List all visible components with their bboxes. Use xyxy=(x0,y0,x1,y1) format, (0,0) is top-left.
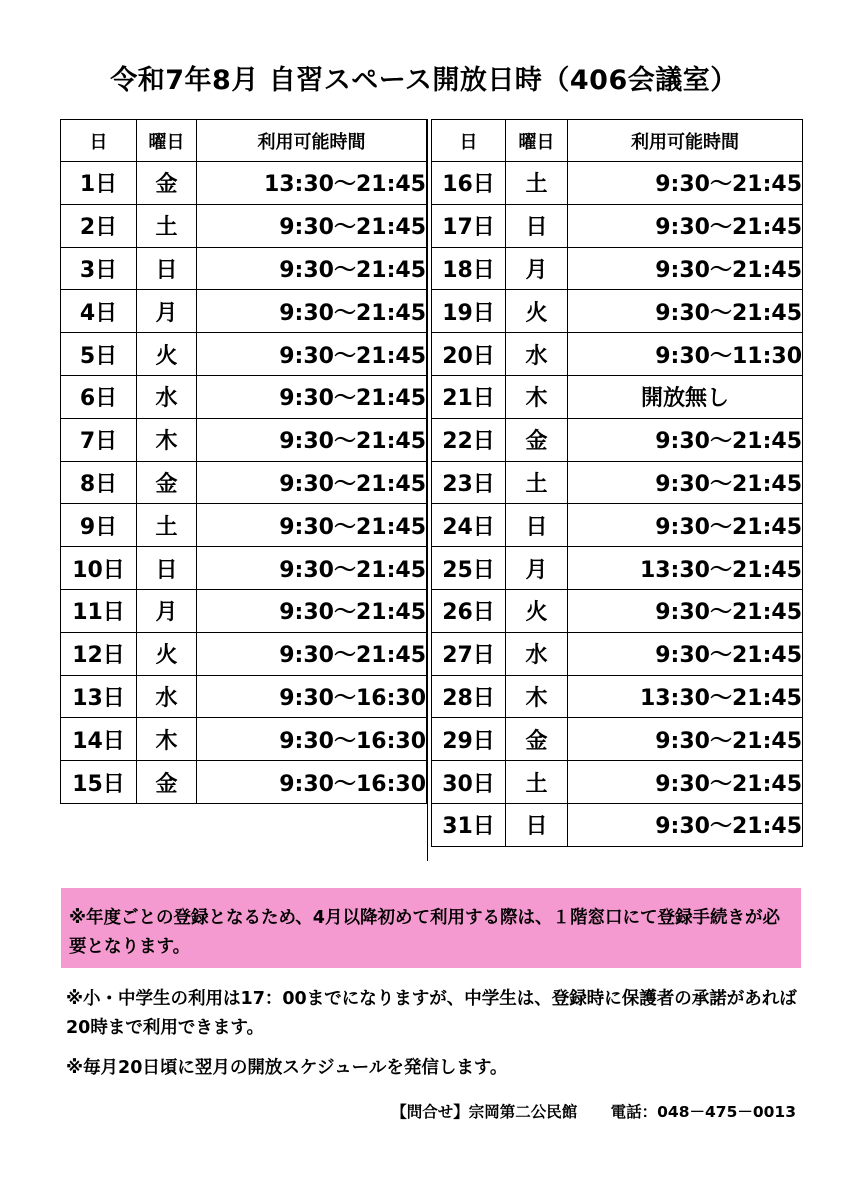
table-row xyxy=(432,204,803,247)
weekday-cell: 金 xyxy=(506,418,568,461)
hours-cell: 9:30～21:45 xyxy=(568,461,803,504)
day-cell: 7日 xyxy=(61,418,137,461)
day-cell: 28日 xyxy=(432,675,506,718)
hours-cell: 9:30～21:45 xyxy=(568,718,803,761)
day-cell: 24日 xyxy=(432,504,506,547)
hours-cell: 9:30～21:45 xyxy=(197,547,427,590)
weekday-cell: 日 xyxy=(506,204,568,247)
table-row xyxy=(61,547,427,590)
day-cell: 30日 xyxy=(432,761,506,804)
day-cell: 15日 xyxy=(61,761,137,804)
weekday-cell: 土 xyxy=(137,204,197,247)
weekday-cell: 土 xyxy=(506,162,568,205)
table-row xyxy=(61,204,427,247)
table-row xyxy=(61,461,427,504)
weekday-cell: 火 xyxy=(137,632,197,675)
table-row xyxy=(432,547,803,590)
registration-notice: ※年度ごとの登録となるため、4月以降初めて利用する際は、１階窓口にて登録手続きが必要となります。 xyxy=(61,888,801,968)
day-cell: 10日 xyxy=(61,547,137,590)
table-row xyxy=(432,333,803,376)
weekday-cell: 日 xyxy=(137,547,197,590)
header-weekday: 曜日 xyxy=(506,120,568,162)
table-row xyxy=(432,375,803,418)
table-row xyxy=(61,675,427,718)
table-row xyxy=(61,589,427,632)
weekday-cell: 木 xyxy=(137,418,197,461)
weekday-cell: 月 xyxy=(137,589,197,632)
hours-cell: 9:30～21:45 xyxy=(568,632,803,675)
day-cell: 5日 xyxy=(61,333,137,376)
table-row xyxy=(61,162,427,205)
hours-cell: 9:30～16:30 xyxy=(197,761,427,804)
weekday-cell: 水 xyxy=(506,333,568,376)
contact-label: 【問合せ】宗岡第二公民館 xyxy=(391,1103,578,1121)
day-cell: 29日 xyxy=(432,718,506,761)
weekday-cell: 水 xyxy=(137,375,197,418)
day-cell: 25日 xyxy=(432,547,506,590)
table-row xyxy=(432,461,803,504)
table-row xyxy=(61,290,427,333)
hours-cell: 開放無し xyxy=(568,375,803,418)
day-cell: 14日 xyxy=(61,718,137,761)
table-row xyxy=(432,418,803,461)
day-cell: 17日 xyxy=(432,204,506,247)
table-row xyxy=(432,761,803,804)
schedule-table-left xyxy=(60,119,427,804)
day-cell: 19日 xyxy=(432,290,506,333)
day-cell: 13日 xyxy=(61,675,137,718)
contact-phone: 電話：048－475－0013 xyxy=(610,1103,796,1121)
day-cell: 22日 xyxy=(432,418,506,461)
table-row xyxy=(432,247,803,290)
weekday-cell: 金 xyxy=(137,162,197,205)
hours-cell: 9:30～21:45 xyxy=(568,162,803,205)
hours-cell: 9:30～21:45 xyxy=(568,803,803,846)
day-cell: 16日 xyxy=(432,162,506,205)
table-row xyxy=(432,803,803,846)
weekday-cell: 金 xyxy=(506,718,568,761)
schedule-table-right xyxy=(431,119,803,847)
header-day: 日 xyxy=(432,120,506,162)
table-row xyxy=(61,504,427,547)
day-cell: 9日 xyxy=(61,504,137,547)
table-row xyxy=(432,675,803,718)
table-row xyxy=(61,375,427,418)
hours-cell: 9:30～16:30 xyxy=(197,675,427,718)
hours-cell: 9:30～21:45 xyxy=(568,204,803,247)
day-cell: 1日 xyxy=(61,162,137,205)
day-cell: 26日 xyxy=(432,589,506,632)
hours-cell: 9:30～21:45 xyxy=(197,589,427,632)
day-cell: 8日 xyxy=(61,461,137,504)
weekday-cell: 日 xyxy=(506,803,568,846)
hours-cell: 9:30～21:45 xyxy=(197,418,427,461)
weekday-cell: 金 xyxy=(137,461,197,504)
weekday-cell: 日 xyxy=(506,504,568,547)
day-cell: 31日 xyxy=(432,803,506,846)
table-row xyxy=(432,504,803,547)
hours-cell: 9:30～16:30 xyxy=(197,718,427,761)
hours-cell: 9:30～21:45 xyxy=(197,375,427,418)
table-header-row xyxy=(432,120,803,162)
hours-cell: 13:30～21:45 xyxy=(197,162,427,205)
table-row xyxy=(61,418,427,461)
weekday-cell: 日 xyxy=(137,247,197,290)
table-row xyxy=(61,632,427,675)
hours-cell: 9:30～11:30 xyxy=(568,333,803,376)
hours-cell: 9:30～21:45 xyxy=(568,589,803,632)
day-cell: 4日 xyxy=(61,290,137,333)
student-usage-notice: ※小・中学生の利用は17：00までになりますが、中学生は、登録時に保護者の承諾があれば20時まで利用できます。 xyxy=(66,989,797,1038)
header-day: 日 xyxy=(61,120,137,162)
weekday-cell: 火 xyxy=(506,589,568,632)
header-hours: 利用可能時間 xyxy=(568,120,803,162)
day-cell: 3日 xyxy=(61,247,137,290)
hours-cell: 9:30～21:45 xyxy=(568,418,803,461)
hours-cell: 9:30～21:45 xyxy=(568,504,803,547)
schedule-release-notice: ※毎月20日頃に翌月の開放スケジュールを発信します。 xyxy=(66,1058,508,1078)
page-title: 令和7年8月 自習スペース開放日時（406会議室） xyxy=(110,65,738,96)
weekday-cell: 木 xyxy=(137,718,197,761)
table-row xyxy=(61,333,427,376)
contact-info xyxy=(391,1100,796,1122)
day-cell: 12日 xyxy=(61,632,137,675)
day-cell: 20日 xyxy=(432,333,506,376)
hours-cell: 9:30～21:45 xyxy=(197,204,427,247)
hours-cell: 9:30～21:45 xyxy=(197,632,427,675)
table-row xyxy=(61,718,427,761)
weekday-cell: 月 xyxy=(137,290,197,333)
weekday-cell: 土 xyxy=(506,761,568,804)
hours-cell: 9:30～21:45 xyxy=(197,247,427,290)
header-hours: 利用可能時間 xyxy=(197,120,427,162)
hours-cell: 9:30～21:45 xyxy=(568,247,803,290)
weekday-cell: 水 xyxy=(506,632,568,675)
hours-cell: 9:30～21:45 xyxy=(568,761,803,804)
table-row xyxy=(432,632,803,675)
table-row xyxy=(432,162,803,205)
day-cell: 18日 xyxy=(432,247,506,290)
hours-cell: 13:30～21:45 xyxy=(568,547,803,590)
weekday-cell: 月 xyxy=(506,247,568,290)
weekday-cell: 火 xyxy=(506,290,568,333)
table-row xyxy=(432,718,803,761)
weekday-cell: 金 xyxy=(137,761,197,804)
table-row xyxy=(61,247,427,290)
table-header-row xyxy=(61,120,427,162)
table-row xyxy=(432,290,803,333)
day-cell: 11日 xyxy=(61,589,137,632)
weekday-cell: 土 xyxy=(506,461,568,504)
table-divider xyxy=(427,119,428,861)
weekday-cell: 土 xyxy=(137,504,197,547)
hours-cell: 9:30～21:45 xyxy=(197,333,427,376)
hours-cell: 9:30～21:45 xyxy=(568,290,803,333)
day-cell: 6日 xyxy=(61,375,137,418)
table-row xyxy=(61,761,427,804)
day-cell: 2日 xyxy=(61,204,137,247)
day-cell: 21日 xyxy=(432,375,506,418)
weekday-cell: 木 xyxy=(506,675,568,718)
header-weekday: 曜日 xyxy=(137,120,197,162)
hours-cell: 9:30～21:45 xyxy=(197,290,427,333)
day-cell: 23日 xyxy=(432,461,506,504)
weekday-cell: 木 xyxy=(506,375,568,418)
hours-cell: 9:30～21:45 xyxy=(197,504,427,547)
weekday-cell: 火 xyxy=(137,333,197,376)
hours-cell: 13:30～21:45 xyxy=(568,675,803,718)
table-row xyxy=(432,589,803,632)
hours-cell: 9:30～21:45 xyxy=(197,461,427,504)
weekday-cell: 水 xyxy=(137,675,197,718)
day-cell: 27日 xyxy=(432,632,506,675)
weekday-cell: 月 xyxy=(506,547,568,590)
